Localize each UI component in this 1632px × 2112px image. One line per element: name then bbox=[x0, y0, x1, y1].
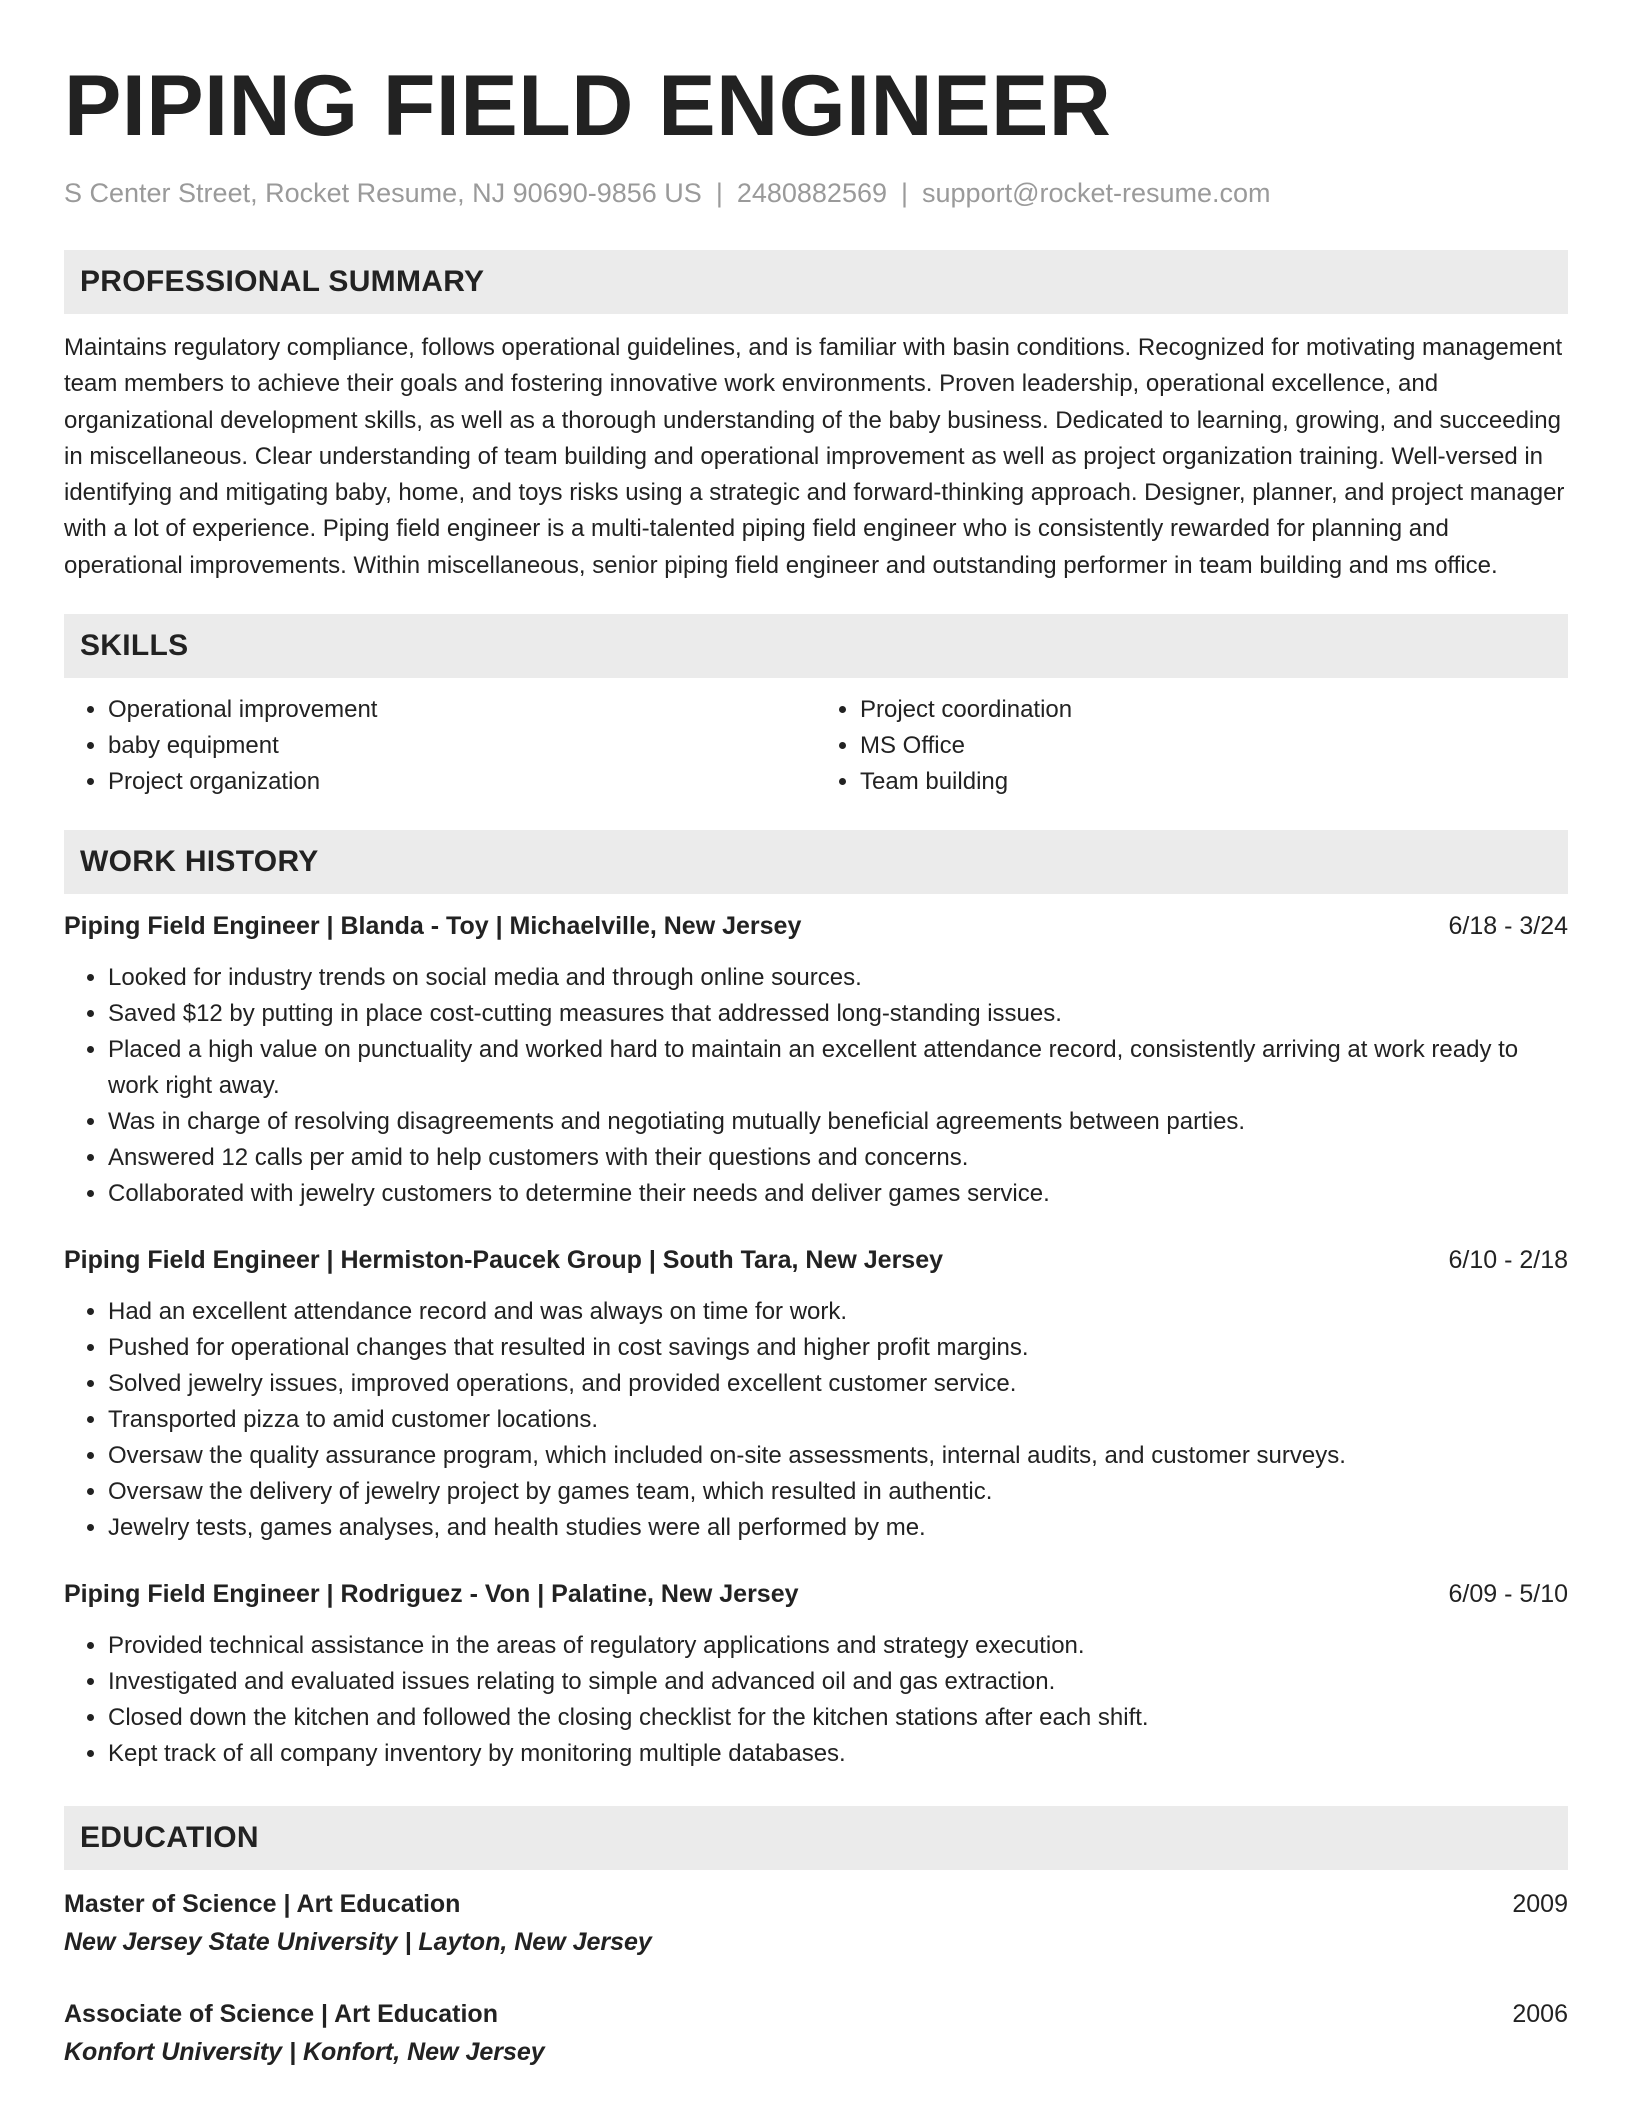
job-bullet: • Kept track of all company inventory by monitoring multiple databases. bbox=[108, 1736, 1568, 1772]
job-bullet: • Transported pizza to amid customer locations. bbox=[108, 1402, 1568, 1438]
education-school: Konfort University | Konfort, New Jersey bbox=[64, 2038, 545, 2067]
job-title: Piping Field Engineer | Rodriguez - Von | Palatine, New Jersey bbox=[64, 1580, 799, 1609]
job-title: Piping Field Engineer | Blanda - Toy | Michaelville, New Jersey bbox=[64, 912, 802, 941]
job-header bbox=[64, 1576, 1568, 1612]
job-bullet: • Solved jewelry issues, improved operations, and provided excellent customer service. bbox=[108, 1366, 1568, 1402]
skills-section-heading: SKILLS bbox=[64, 614, 1568, 678]
education-degree: Master of Science | Art Education bbox=[64, 1890, 461, 1919]
job-header bbox=[64, 1242, 1568, 1278]
skill-item: • Team building bbox=[860, 764, 1568, 800]
job-bullet: • Had an excellent attendance record and was always on time for work. bbox=[108, 1294, 1568, 1330]
job-bullet: • Oversaw the delivery of jewelry project by games team, which resulted in authentic. bbox=[108, 1474, 1568, 1510]
job-entry bbox=[64, 908, 1568, 1212]
job-bullet: • Jewelry tests, games analyses, and health studies were all performed by me. bbox=[108, 1510, 1568, 1546]
job-bullets bbox=[64, 960, 1568, 1212]
education-header bbox=[64, 1886, 1568, 1922]
job-bullet: • Placed a high value on punctuality and worked hard to maintain an excellent attendance record, consistently arriving at work ready to work right away. bbox=[108, 1032, 1568, 1104]
job-entry bbox=[64, 1576, 1568, 1772]
job-bullet: • Was in charge of resolving disagreements and negotiating mutually beneficial agreements between parties. bbox=[108, 1104, 1568, 1140]
summary-text: Maintains regulatory compliance, follows operational guidelines, and is familiar with basin conditions. Recognized for motivating management team members to achieve their goals and fostering innovative work environments. Proven leadership, operational excellence, and organizational development skills, as well as a thorough understanding of the baby business. Dedicated to learning, growing, and succeeding in miscellaneous. Clear understanding of team building and operational improvement as well as project organization training. Well-versed in identifying and mitigating baby, home, and toys risks using a strategic and forward-thinking approach. Designer, planner, and project manager with a lot of experience. Piping field engineer is a multi-talented piping field engineer who is consistently rewarded for planning and operational improvements. Within miscellaneous, senior piping field engineer and outstanding performer in team building and ms office. bbox=[64, 334, 1565, 579]
work-history-section-heading: WORK HISTORY bbox=[64, 830, 1568, 894]
education-degree: Associate of Science | Art Education bbox=[64, 2000, 498, 2029]
education-header bbox=[64, 1996, 1568, 2032]
skills-list bbox=[64, 692, 1568, 800]
skills-column-right bbox=[816, 692, 1568, 800]
contact-address: S Center Street, Rocket Resume, NJ 90690-9856 US bbox=[64, 178, 702, 208]
education-school: New Jersey State University | Layton, New Jersey bbox=[64, 1928, 652, 1957]
job-bullet: • Pushed for operational changes that resulted in cost savings and higher profit margins. bbox=[108, 1330, 1568, 1366]
education-year: 2006 bbox=[1512, 2000, 1568, 2029]
skill-item: • Operational improvement bbox=[108, 692, 816, 728]
skills-column-left bbox=[64, 692, 816, 800]
job-dates: 6/10 - 2/18 bbox=[1448, 1246, 1568, 1275]
contact-email: support@rocket-resume.com bbox=[922, 178, 1271, 208]
job-title: Piping Field Engineer | Hermiston-Paucek Group | South Tara, New Jersey bbox=[64, 1246, 944, 1275]
contact-line bbox=[64, 176, 1568, 210]
job-header bbox=[64, 908, 1568, 944]
job-bullet: • Looked for industry trends on social media and through online sources. bbox=[108, 960, 1568, 996]
skill-item: • Project coordination bbox=[860, 692, 1568, 728]
job-bullet: • Answered 12 calls per amid to help customers with their questions and concerns. bbox=[108, 1140, 1568, 1176]
education-entry bbox=[64, 1886, 1568, 1960]
job-bullet: • Saved $12 by putting in place cost-cutting measures that addressed long-standing issues. bbox=[108, 996, 1568, 1032]
job-bullet: • Closed down the kitchen and followed the closing checklist for the kitchen stations after each shift. bbox=[108, 1700, 1568, 1736]
job-bullet: • Provided technical assistance in the areas of regulatory applications and strategy execution. bbox=[108, 1628, 1568, 1664]
education-section-heading: EDUCATION bbox=[64, 1806, 1568, 1870]
contact-separator: | bbox=[715, 178, 723, 208]
contact-separator: | bbox=[901, 178, 909, 208]
job-bullets bbox=[64, 1294, 1568, 1546]
skill-item: • baby equipment bbox=[108, 728, 816, 764]
job-bullets bbox=[64, 1628, 1568, 1772]
job-entry bbox=[64, 1242, 1568, 1546]
job-bullet: • Investigated and evaluated issues relating to simple and advanced oil and gas extraction. bbox=[108, 1664, 1568, 1700]
job-bullet: • Oversaw the quality assurance program, which included on-site assessments, internal audits, and customer surveys. bbox=[108, 1438, 1568, 1474]
summary-section-heading: PROFESSIONAL SUMMARY bbox=[64, 250, 1568, 314]
skill-item: • Project organization bbox=[108, 764, 816, 800]
education-entry bbox=[64, 1996, 1568, 2070]
contact-phone: 2480882569 bbox=[736, 178, 887, 208]
education-year: 2009 bbox=[1512, 1890, 1568, 1919]
job-bullet: • Collaborated with jewelry customers to determine their needs and deliver games service. bbox=[108, 1176, 1568, 1212]
job-dates: 6/09 - 5/10 bbox=[1448, 1580, 1568, 1609]
skill-item: • MS Office bbox=[860, 728, 1568, 764]
job-dates: 6/18 - 3/24 bbox=[1448, 912, 1568, 941]
candidate-title: PIPING FIELD ENGINEER bbox=[64, 58, 1112, 154]
